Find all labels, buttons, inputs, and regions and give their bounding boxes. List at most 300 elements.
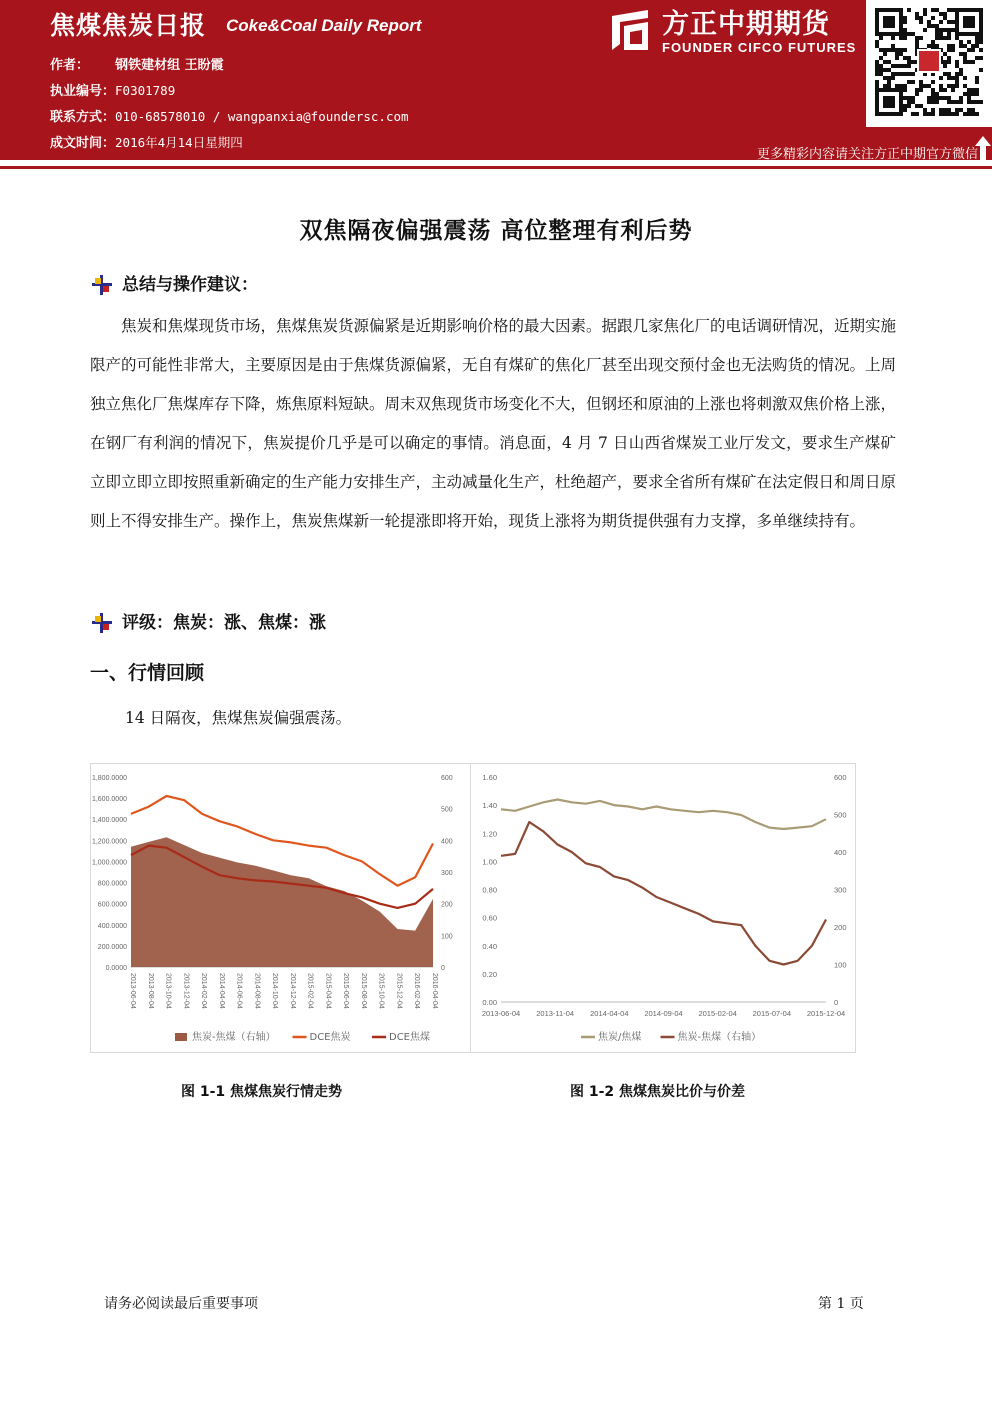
qr-module [959,108,963,112]
qr-module [943,52,947,56]
qr-module [915,104,919,108]
qr-module [967,108,971,112]
y-right-tick-label: 600 [441,775,453,782]
qr-module [887,100,891,104]
y-left-tick-label: 0.40 [482,941,497,951]
qr-module [947,72,951,76]
qr-module [891,8,895,12]
qr-module [883,100,887,104]
section-bullet-icon [92,613,112,633]
x-tick-label: 2015-08-04 [359,973,367,1009]
summary-heading [92,270,258,295]
qr-module [971,32,975,36]
qr-module [907,96,911,100]
qr-module [959,96,963,100]
qr-module [875,100,879,104]
qr-module [899,112,903,116]
qr-module [875,104,879,108]
qr-module [903,104,907,108]
qr-module [887,104,891,108]
header-rule [0,166,992,169]
qr-code-panel [866,0,992,127]
qr-module [955,20,959,24]
x-tick-label: 2016-04-04 [431,973,438,1009]
qr-module [875,24,879,28]
qr-module [967,48,971,52]
qr-module [883,16,887,20]
qr-module [959,40,963,44]
y-right-tick-label: 200 [441,901,453,909]
qr-module [935,100,939,104]
qr-code-icon [874,6,984,118]
qr-module [943,88,947,92]
qr-module [899,28,903,32]
qr-module [891,32,895,36]
qr-module [883,84,887,88]
qr-module [891,72,895,76]
qr-module [955,8,959,12]
qr-module [947,28,951,32]
qr-module [895,52,899,56]
qr-module [907,64,911,68]
y-left-tick-label: 1.00 [482,857,497,867]
qr-module [935,8,939,12]
qr-module [895,8,899,12]
qr-module [943,36,947,40]
qr-module [899,92,903,96]
qr-module [979,40,983,44]
qr-module [891,16,895,20]
qr-module [879,48,883,52]
qr-module [955,12,959,16]
x-tick-label: 2013-06-04 [481,1009,521,1018]
qr-module [979,16,983,20]
qr-module [951,100,955,104]
qr-module [931,8,935,12]
author-row [50,54,224,73]
qr-module [875,28,879,32]
qr-module [927,112,931,116]
qr-module [975,88,979,92]
qr-module [899,104,903,108]
qr-module [883,96,887,100]
qr-module [967,88,971,92]
qr-module [947,100,951,104]
chart-2-caption: 图 1-2 焦煤焦炭比价与价差 [570,1084,746,1100]
x-tick-label: 2014-12-04 [288,973,296,1009]
qr-module [919,16,923,20]
qr-module [939,28,943,32]
qr-module [979,8,983,12]
y-right-tick-label: 100 [834,960,847,970]
y-left-tick-label: 1.20 [482,829,497,839]
license-label: 执业编号： [50,84,116,99]
contact-value[interactable]: 010-68578010 / wangpanxia@foundersc.com [115,109,409,124]
company-name-cn: 方正中期期货 [662,9,830,40]
legend-label: 焦炭-焦煤（右轴） [677,1032,762,1043]
qr-module [891,20,895,24]
qr-module [923,8,927,12]
qr-module [879,72,883,76]
qr-module [895,64,899,68]
qr-module [979,48,983,52]
x-tick-label: 2013-10-04 [164,973,172,1009]
y-left-tick-label: 0.00 [482,998,497,1007]
qr-module [899,96,903,100]
qr-module [875,80,879,84]
qr-module [875,92,879,96]
y-left-tick-label: 0.0000 [105,965,127,972]
qr-module [979,12,983,16]
y-right-tick-label: 300 [441,870,453,877]
qr-module [951,76,955,80]
qr-module [883,112,887,116]
qr-module [975,36,979,40]
qr-module [895,84,899,88]
qr-module [875,20,879,24]
qr-module [883,60,887,64]
qr-module [979,36,983,40]
qr-module [967,92,971,96]
x-tick-label: 2016-02-04 [413,973,421,1009]
footer-notice: 请务必阅读最后重要事项 [104,1296,258,1312]
qr-module [975,40,979,44]
y-right-tick-label: 600 [834,773,847,782]
qr-module [951,20,955,24]
qr-module [887,84,891,88]
qr-module [883,24,887,28]
chart-2-panel [470,763,856,1053]
qr-module [967,8,971,12]
qr-module [943,12,947,16]
chart-1-caption: 图 1-1 焦煤焦炭行情走势 [181,1084,343,1100]
x-tick-label: 2014-06-04 [235,973,243,1009]
qr-module [875,8,879,12]
qr-module [891,104,895,108]
legend-label: 焦炭/焦煤 [598,1032,642,1043]
qr-module [939,88,943,92]
qr-module [883,76,887,80]
y-left-tick-label: 1.40 [482,801,497,811]
author-label: 作者： [50,58,90,73]
y-left-tick-label: 1,400.0000 [91,817,127,825]
qr-module [967,16,971,20]
qr-module [903,108,907,112]
qr-module [975,76,979,80]
qr-module [899,108,903,112]
qr-module [887,8,891,12]
qr-module [907,8,911,12]
contact-row [50,106,409,125]
qr-module [903,96,907,100]
x-tick-label: 2014-10-04 [271,973,279,1009]
summary-paragraph: 焦炭和焦煤现货市场，焦煤焦炭货源偏紧是近期影响价格的最大因素。据跟几家焦化厂的电话调研情况，近期实施限产的可能性非常大，主要原因是由于焦煤货源偏紧，无自有煤矿的焦化厂甚至出现交预付金也无法购货的情况。上周独立焦化厂焦煤库存下降，炼焦原料短缺。周末双焦现货市场变化不大，但钢坯和原油的上涨也将刺激双焦价格上涨，在钢厂有利润的情况下，焦炭提价几乎是可以确定的事情。消息面，4 月 7 日山西省煤炭工业厅发文，要求生产煤矿立即立即立即按照重新确定的生产能力安排生产，主动减量化生产，杜绝超产，要求全省所有煤矿在法定假日和周日原则上不得安排生产。操作上，焦炭焦煤新一轮提涨即将开始，现货上涨将为期货提供强有力支撑，多单继续持有。 [90,317,897,530]
qr-module [935,24,939,28]
legend-label: DCE焦煤 [389,1032,431,1043]
qr-module [891,76,895,80]
series-line [501,800,826,830]
x-tick-label: 2015-04-04 [324,973,332,1009]
qr-module [899,100,903,104]
y-right-tick-label: 400 [834,848,847,857]
qr-module [875,64,879,68]
qr-module [931,88,935,92]
qr-module [887,68,891,72]
qr-module [963,56,967,60]
qr-module [939,108,943,112]
qr-module [951,48,955,52]
qr-module [959,44,963,48]
qr-module [899,64,903,68]
qr-module [931,44,935,48]
qr-module [899,88,903,92]
x-tick-label: 2015-07-04 [752,1009,792,1018]
qr-module [903,16,907,20]
qr-module [887,16,891,20]
qr-module [907,32,911,36]
qr-module [947,84,951,88]
qr-module [951,112,955,116]
qr-module [939,112,943,116]
qr-center-logo-icon [918,50,940,72]
qr-module [883,48,887,52]
qr-module [979,100,983,104]
qr-module [919,104,923,108]
qr-module [967,100,971,104]
qr-module [939,36,943,40]
qr-module [883,8,887,12]
qr-module [903,72,907,76]
x-tick-label: 2015-02-04 [698,1009,737,1018]
section-bullet-icon [92,275,112,295]
qr-module [875,32,879,36]
qr-module [883,68,887,72]
qr-module [875,44,879,48]
y-left-tick-label: 800.0000 [97,880,127,888]
qr-module [971,8,975,12]
qr-module [951,28,955,32]
qr-module [947,8,951,12]
qr-module [875,84,879,88]
qr-module [947,108,951,112]
qr-module [911,60,915,64]
qr-module [891,88,895,92]
legend-swatch [175,1033,187,1041]
qr-module [919,84,923,88]
qr-module [875,112,879,116]
qr-module [963,92,967,96]
qr-module [879,64,883,68]
qr-module [975,32,979,36]
qr-module [931,16,935,20]
x-tick-label: 2015-06-04 [342,973,350,1009]
qr-module [903,48,907,52]
qr-module [907,60,911,64]
founder-logo-icon [604,6,654,56]
qr-module [899,8,903,12]
qr-module [883,32,887,36]
qr-module [935,36,939,40]
market-note: 14 日隔夜，焦煤焦炭偏强震荡。 [125,709,352,727]
footer-page-number: 第 1 页 [818,1296,864,1312]
y-right-tick-label: 200 [834,923,847,932]
qr-module [911,96,915,100]
qr-module [919,20,923,24]
qr-module [955,108,959,112]
qr-module [967,24,971,28]
y-right-tick-label: 400 [441,838,453,846]
qr-module [939,96,943,100]
qr-module [943,60,947,64]
qr-module [879,88,883,92]
qr-module [955,32,959,36]
qr-module [959,68,963,72]
qr-module [879,68,883,72]
qr-module [943,112,947,116]
qr-module [927,100,931,104]
y-left-tick-label: 0.20 [482,969,497,979]
y-left-tick-label: 1,200.0000 [91,838,127,846]
qr-module [971,24,975,28]
qr-module [887,24,891,28]
qr-module [899,36,903,40]
y-left-tick-label: 0.60 [482,913,497,923]
qr-module [899,52,903,56]
chart-1-panel [90,763,476,1053]
qr-module [935,44,939,48]
qr-module [971,108,975,112]
qr-module [875,16,879,20]
qr-module [899,48,903,52]
section-heading-market-review: 一、行情回顾 [90,662,205,684]
qr-module [979,28,983,32]
qr-module [903,64,907,68]
qr-module [927,24,931,28]
contact-label: 联系方式： [50,110,116,125]
y-left-tick-label: 600.0000 [97,901,127,909]
qr-module [915,44,919,48]
qr-module [943,108,947,112]
summary-heading-text: 总结与操作建议： [122,275,258,295]
x-tick-label: 2015-12-04 [395,973,403,1009]
qr-module [891,100,895,104]
qr-module [895,72,899,76]
qr-module [879,32,883,36]
qr-module [931,24,935,28]
qr-module [951,8,955,12]
qr-module [943,72,947,76]
qr-module [883,104,887,108]
qr-module [923,28,927,32]
qr-module [907,104,911,108]
legend-label: DCE焦炭 [309,1032,351,1043]
qr-module [967,40,971,44]
x-tick-label: 2014-04-04 [590,1009,629,1018]
qr-module [947,60,951,64]
qr-module [975,112,979,116]
y-right-tick-label: 500 [441,806,453,814]
qr-module [875,108,879,112]
qr-module [887,76,891,80]
qr-module [975,92,979,96]
qr-module [971,112,975,116]
qr-module [939,84,943,88]
qr-module [971,88,975,92]
qr-module [903,84,907,88]
qr-module [947,76,951,80]
qr-module [931,40,935,44]
qr-module [879,8,883,12]
follow-wechat-text[interactable]: 更多精彩内容请关注方正中期官方微信 [756,147,978,162]
x-tick-label: 2014-02-04 [200,973,208,1009]
rating-heading [92,608,326,633]
qr-module [967,60,971,64]
qr-module [931,80,935,84]
y-right-tick-label: 0 [834,998,839,1007]
qr-module [911,32,915,36]
date-label: 成文时间： [50,136,116,151]
qr-module [955,84,959,88]
qr-module [891,112,895,116]
up-arrow-icon [975,136,991,160]
qr-module [887,48,891,52]
chart-2-canvas [471,764,857,1054]
qr-module [919,88,923,92]
chart-1-canvas [91,764,477,1054]
qr-module [971,92,975,96]
qr-module [959,32,963,36]
qr-module [875,60,879,64]
qr-module [923,84,927,88]
qr-module [887,96,891,100]
qr-module [939,20,943,24]
qr-module [947,44,951,48]
company-name-en: FOUNDER CIFCO FUTURES [662,40,857,55]
qr-module [915,92,919,96]
qr-module [899,24,903,28]
qr-module [907,72,911,76]
qr-module [935,96,939,100]
series-area [131,837,433,967]
report-header [0,0,992,160]
qr-module [963,60,967,64]
x-tick-label: 2015-10-04 [377,973,385,1009]
x-tick-label: 2015-12-04 [806,1009,846,1018]
qr-module [943,28,947,32]
qr-module [935,92,939,96]
qr-module [975,8,979,12]
qr-module [955,76,959,80]
qr-module [971,16,975,20]
qr-module [927,84,931,88]
report-subtitle: Coke&Coal Daily Report [226,16,422,35]
qr-module [895,32,899,36]
license-value: F0301789 [115,83,176,98]
qr-module [915,112,919,116]
qr-module [915,16,919,20]
qr-module [903,36,907,40]
qr-module [931,96,935,100]
y-right-tick-label: 500 [834,810,847,820]
x-tick-label: 2013-11-04 [536,1009,575,1018]
x-tick-label: 2014-09-04 [644,1009,683,1018]
qr-module [963,44,967,48]
qr-module [963,84,967,88]
qr-module [955,36,959,40]
qr-module [975,56,979,60]
qr-module [967,32,971,36]
qr-module [975,100,979,104]
